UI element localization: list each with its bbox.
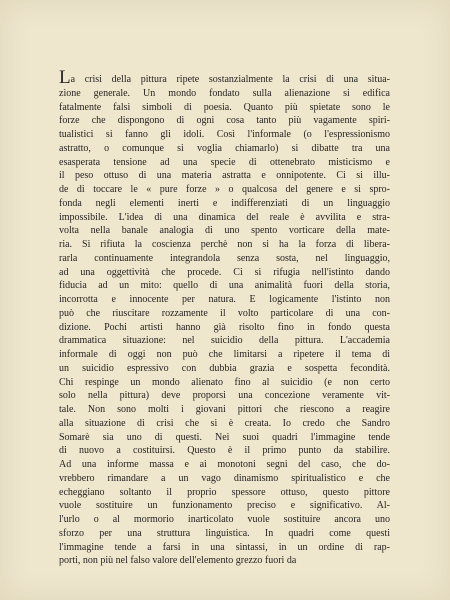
text-line: tale. Non sono molti i giovani pittori che riescono a reagire (59, 404, 390, 415)
text-line: ad una oggettività che procede. Ci si rifugia nell'istinto dando (59, 266, 390, 278)
text-line: fatalmente falsi simboli di poesia. Quanto più spietate sono le (59, 101, 390, 113)
text-line: astratto, o comunque si voglia chiamarlo) si dibatte tra una (59, 142, 390, 154)
text-line: fonda negli elementi inerti e indifferenziati di un linguaggio (59, 197, 390, 209)
first-line-text: a crisi della pittura ripete sostanzialmente la crisi di una situa- (70, 74, 390, 85)
text-line: l'immagine tende a farsi in una sintassi, in un ordine di rap- (59, 541, 390, 553)
text-line: informale di oggi non può che limitarsi a ripetere il tema di (59, 349, 390, 360)
text-line: tualistici si fanno gli idoli. Così l'informale (o l'espressionismo (59, 129, 390, 140)
text-block (59, 67, 390, 568)
text-line: alla situazione di crisi che si è creata. Io credo che Sandro (59, 417, 390, 429)
text-line: echeggiano soltanto il proprio spessore ottuso, questo pittore (59, 486, 390, 498)
text-line: vuole sostituire un funzionamento preciso e significativo. Al- (59, 500, 390, 512)
text-line: dizione. Pochi artisti hanno già risolto fino in fondo questa (59, 321, 390, 333)
text-line: può che riuscitare rozzamente il volto particolare di una con- (59, 307, 390, 319)
text-line: zione generale. Un mondo fondato sulla alienazione si edifica (59, 87, 390, 99)
text-line-last: porti, non più nel falso valore dell'elemento grezzo fuori da (59, 555, 297, 567)
text-line: Ad una informe massa e ai monotoni segni del caso, che do- (59, 459, 390, 470)
text-line: Somarè sia uno di questi. Nei suoi quadri l'immagine tende (59, 431, 390, 443)
text-line: ria. Si rifiuta la coscienza perchè non si ha la forza di libera- (59, 239, 390, 250)
text-line: volta nella banale analogia di uno spento vorticare della mate- (59, 225, 390, 237)
text-line: di nuovo a costituirsi. Questo è il primo punto da stabilire. (59, 445, 390, 457)
text-line: un suicidio espressivo con dubbia grazia e sospetta fecondità. (59, 362, 390, 374)
text-line: de di toccare le « pure forze » o qualcosa del genere e si spro- (59, 184, 390, 195)
text-line: rarla continuamente integrandola senza sosta, nel linguaggio, (59, 252, 390, 264)
text-line: impossibile. L'idea di una dinamica del reale è avvilita e stra- (59, 211, 390, 223)
text-line: solo nella pittura) deve proporsi una concezione veramente vit- (59, 390, 390, 402)
text-line: incorrotta e innocente per natura. E logicamente l'istinto non (59, 294, 390, 305)
text-line: esasperata tensione ad una specie di ottenebrato misticismo e (59, 156, 390, 168)
text-line: l'urlo o al mormorio inarticolato vuole sostituire ancora uno (59, 514, 390, 525)
text-line: forze che dispongono di ogni cosa tanto più vagamente spiri- (59, 115, 390, 127)
text-line-1 (59, 67, 390, 88)
text-line: Chi respinge un mondo alienato fino al suicidio (e non certo (59, 376, 390, 388)
text-line: sforzo per una struttura linguistica. In quadri come questi (59, 527, 390, 539)
text-line: vrebbero rimandare a un vago dinamismo spiritualistico e che (59, 472, 390, 484)
text-line: il peso ottuso di una materia astratta e onnipotente. Ci si illu- (59, 170, 390, 182)
text-line: fiducia ad un mito: quello di una animalità fuori della storia, (59, 280, 390, 292)
text-line: drammatica situazione: nel suicidio della pittura. L'accademia (59, 335, 390, 347)
drop-cap: L (59, 67, 71, 88)
